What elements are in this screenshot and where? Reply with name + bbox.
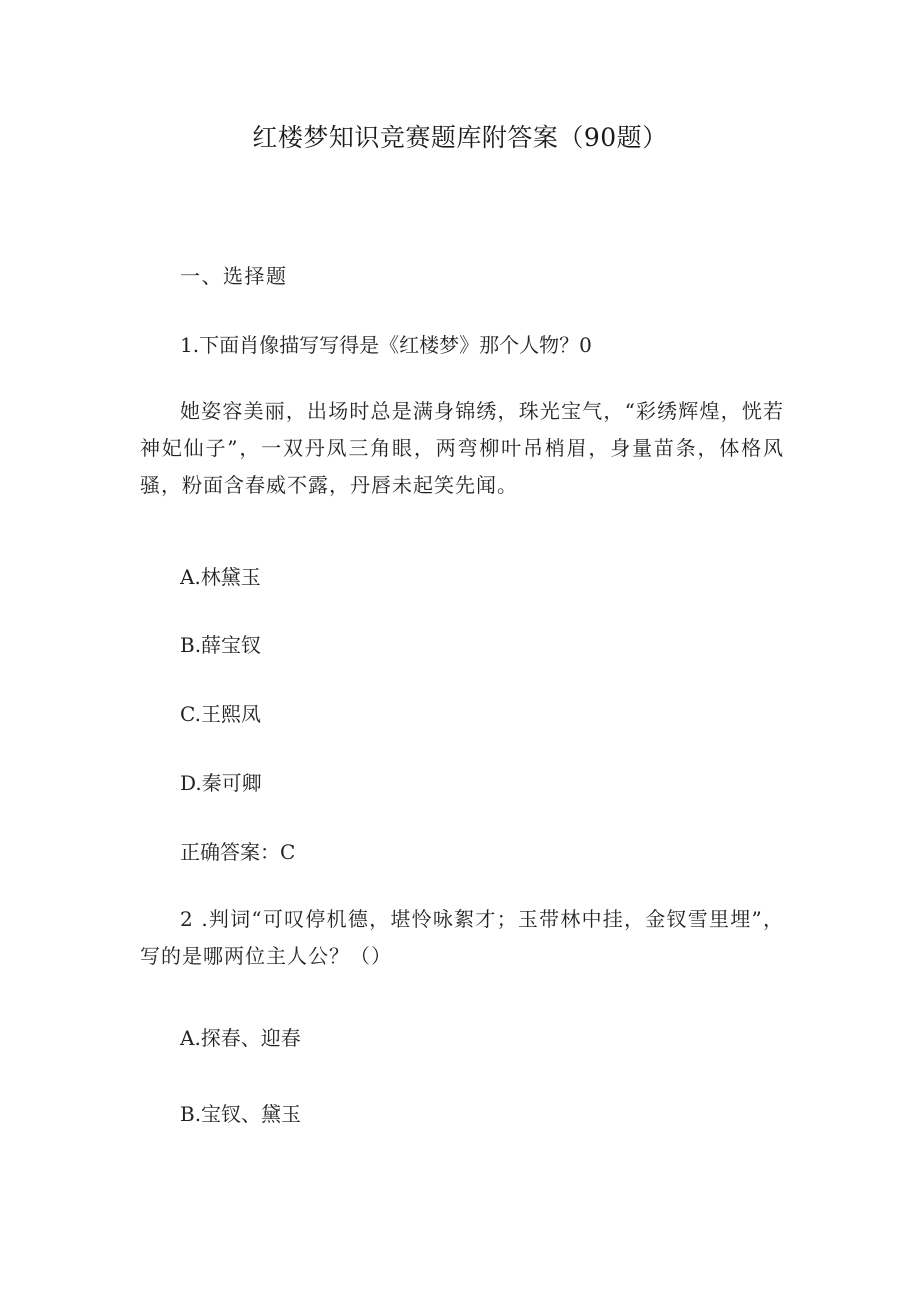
question-2-stem: 2 .判词“可叹停机德，堪怜咏絮才；玉带林中挂，金钗雪里埋”，写的是哪两位主人公？（） [140,907,784,968]
question-1-option-a: A.林黛玉 [180,565,261,589]
question-1-passage: 她姿容美丽，出场时总是满身锦绣，珠光宝气，“彩绣辉煌，恍若神妃仙子”，一双丹凤三角眼，两弯柳叶吊梢眉，身量苗条，体格风骚，粉面含春威不露，丹唇未起笑先闻。 [140,399,784,497]
question-2-option-b: B.宝钗、黛玉 [180,1102,302,1126]
question-1-stem: 1.下面肖像描写写得是《红楼梦》那个人物？0 [180,333,592,357]
document-title: 红楼梦知识竞赛题库附答案（90题） [252,123,668,152]
section-heading: 一、选择题 [180,264,288,288]
question-1-option-b: B.薛宝钗 [180,633,262,657]
question-1-answer: 正确答案：C [180,840,296,864]
question-1-option-d: D.秦可卿 [180,771,262,795]
question-2-option-a: A.探春、迎春 [180,1026,301,1050]
question-1-option-c: C.王熙凤 [180,702,261,726]
